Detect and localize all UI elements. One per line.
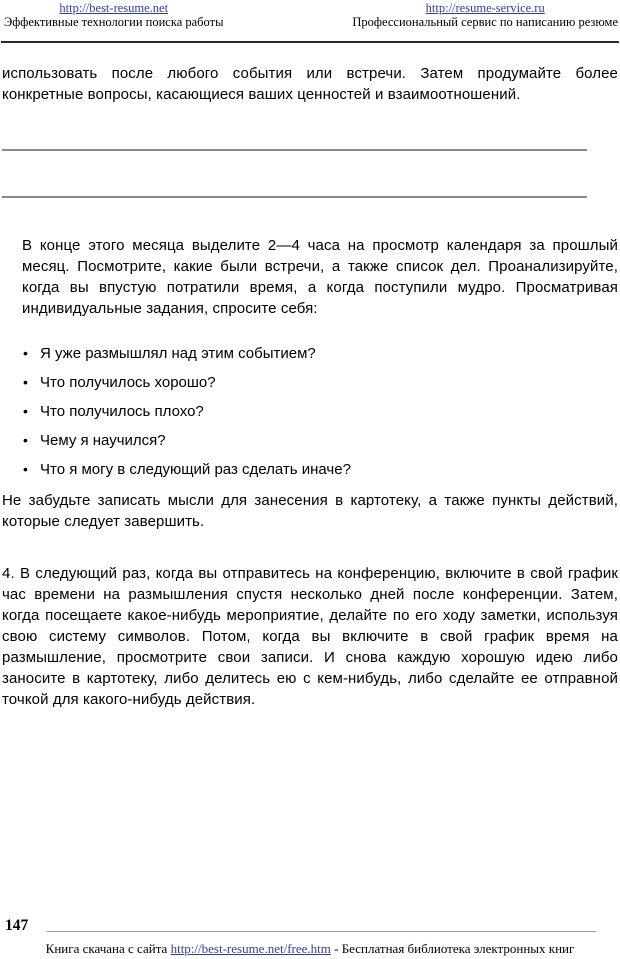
list-item	[23, 401, 618, 422]
bullet-icon: •	[23, 432, 28, 448]
header-left	[4, 2, 223, 29]
footer-divider	[47, 931, 596, 932]
list-item-text: Что получилось плохо?	[40, 403, 204, 420]
footer-note	[0, 941, 620, 956]
page-number: 147	[5, 917, 29, 934]
list-item	[23, 430, 618, 451]
writing-line-2	[2, 196, 587, 198]
footer-row	[0, 918, 620, 934]
header-left-link[interactable]: http://best-resume.net	[59, 1, 169, 15]
header-left-subtitle: Эффективные технологии поиска работы	[4, 14, 224, 29]
page-footer	[0, 918, 620, 956]
list-item-text: Что получилось хорошо?	[40, 374, 216, 391]
bullet-icon: •	[23, 461, 28, 477]
header-right-link[interactable]: http://resume-service.ru	[425, 1, 545, 15]
header-right-subtitle: Профессиональный сервис по написанию резюме	[352, 14, 618, 29]
list-item-text: Чему я научился?	[40, 432, 166, 449]
footer-note-suffix: - Бесплатная библиотека электронных книг	[330, 941, 575, 956]
footer-note-prefix: Книга скачана с сайта	[45, 941, 171, 956]
list-item-text: Я уже размышлял над этим событием?	[40, 345, 316, 362]
page-body	[0, 63, 620, 710]
paragraph-step4: 4. В следующий раз, когда вы отправитесь на конференцию, включите в свой график час времени на размышления спустя несколько дней после конференции. Затем, когда посещаете какое-нибудь мероприятие, делайте по его ходу заметки, используя свою систему символов. Потом, когда вы включите в свой график время на размышление, просмотрите свои записи. И снова каждую хорошую идею либо заносите в картотеку, либо делитесь ею с кем-нибудь, либо сделайте ее отправной точкой для какого-нибудь действия.	[2, 565, 618, 708]
header-right	[352, 2, 618, 29]
paragraph-intro: использовать после любого события или встречи. Затем продумайте более конкретные вопросы, касающиеся ваших ценностей и взаимоотношений.	[2, 65, 618, 103]
bullet-icon: •	[23, 345, 28, 361]
footer-link[interactable]: http://best-resume.net/free.htm	[170, 941, 331, 956]
bullet-icon: •	[23, 403, 28, 419]
list-item	[23, 343, 618, 364]
header-divider	[1, 41, 619, 43]
reflection-questions-list	[2, 343, 618, 480]
writing-line-1	[2, 149, 587, 151]
list-item	[23, 459, 618, 480]
page-header	[0, 0, 620, 29]
paragraph-reminder: Не забудьте записать мысли для занесения в картотеку, а также пункты действий, которые следует завершить.	[2, 492, 618, 530]
paragraph-monthly-review: В конце этого месяца выделите 2—4 часа на просмотр календаря за прошлый месяц. Посмотрите, какие были встречи, а также список дел. Проанализируйте, когда вы впустую потратили время, а когда поступили мудро. Просматривая индивидуальные задания, спросите себя:	[22, 237, 618, 317]
list-item	[23, 372, 618, 393]
list-item-text: Что я могу в следующий раз сделать иначе?	[40, 461, 351, 478]
bullet-icon: •	[23, 374, 28, 390]
